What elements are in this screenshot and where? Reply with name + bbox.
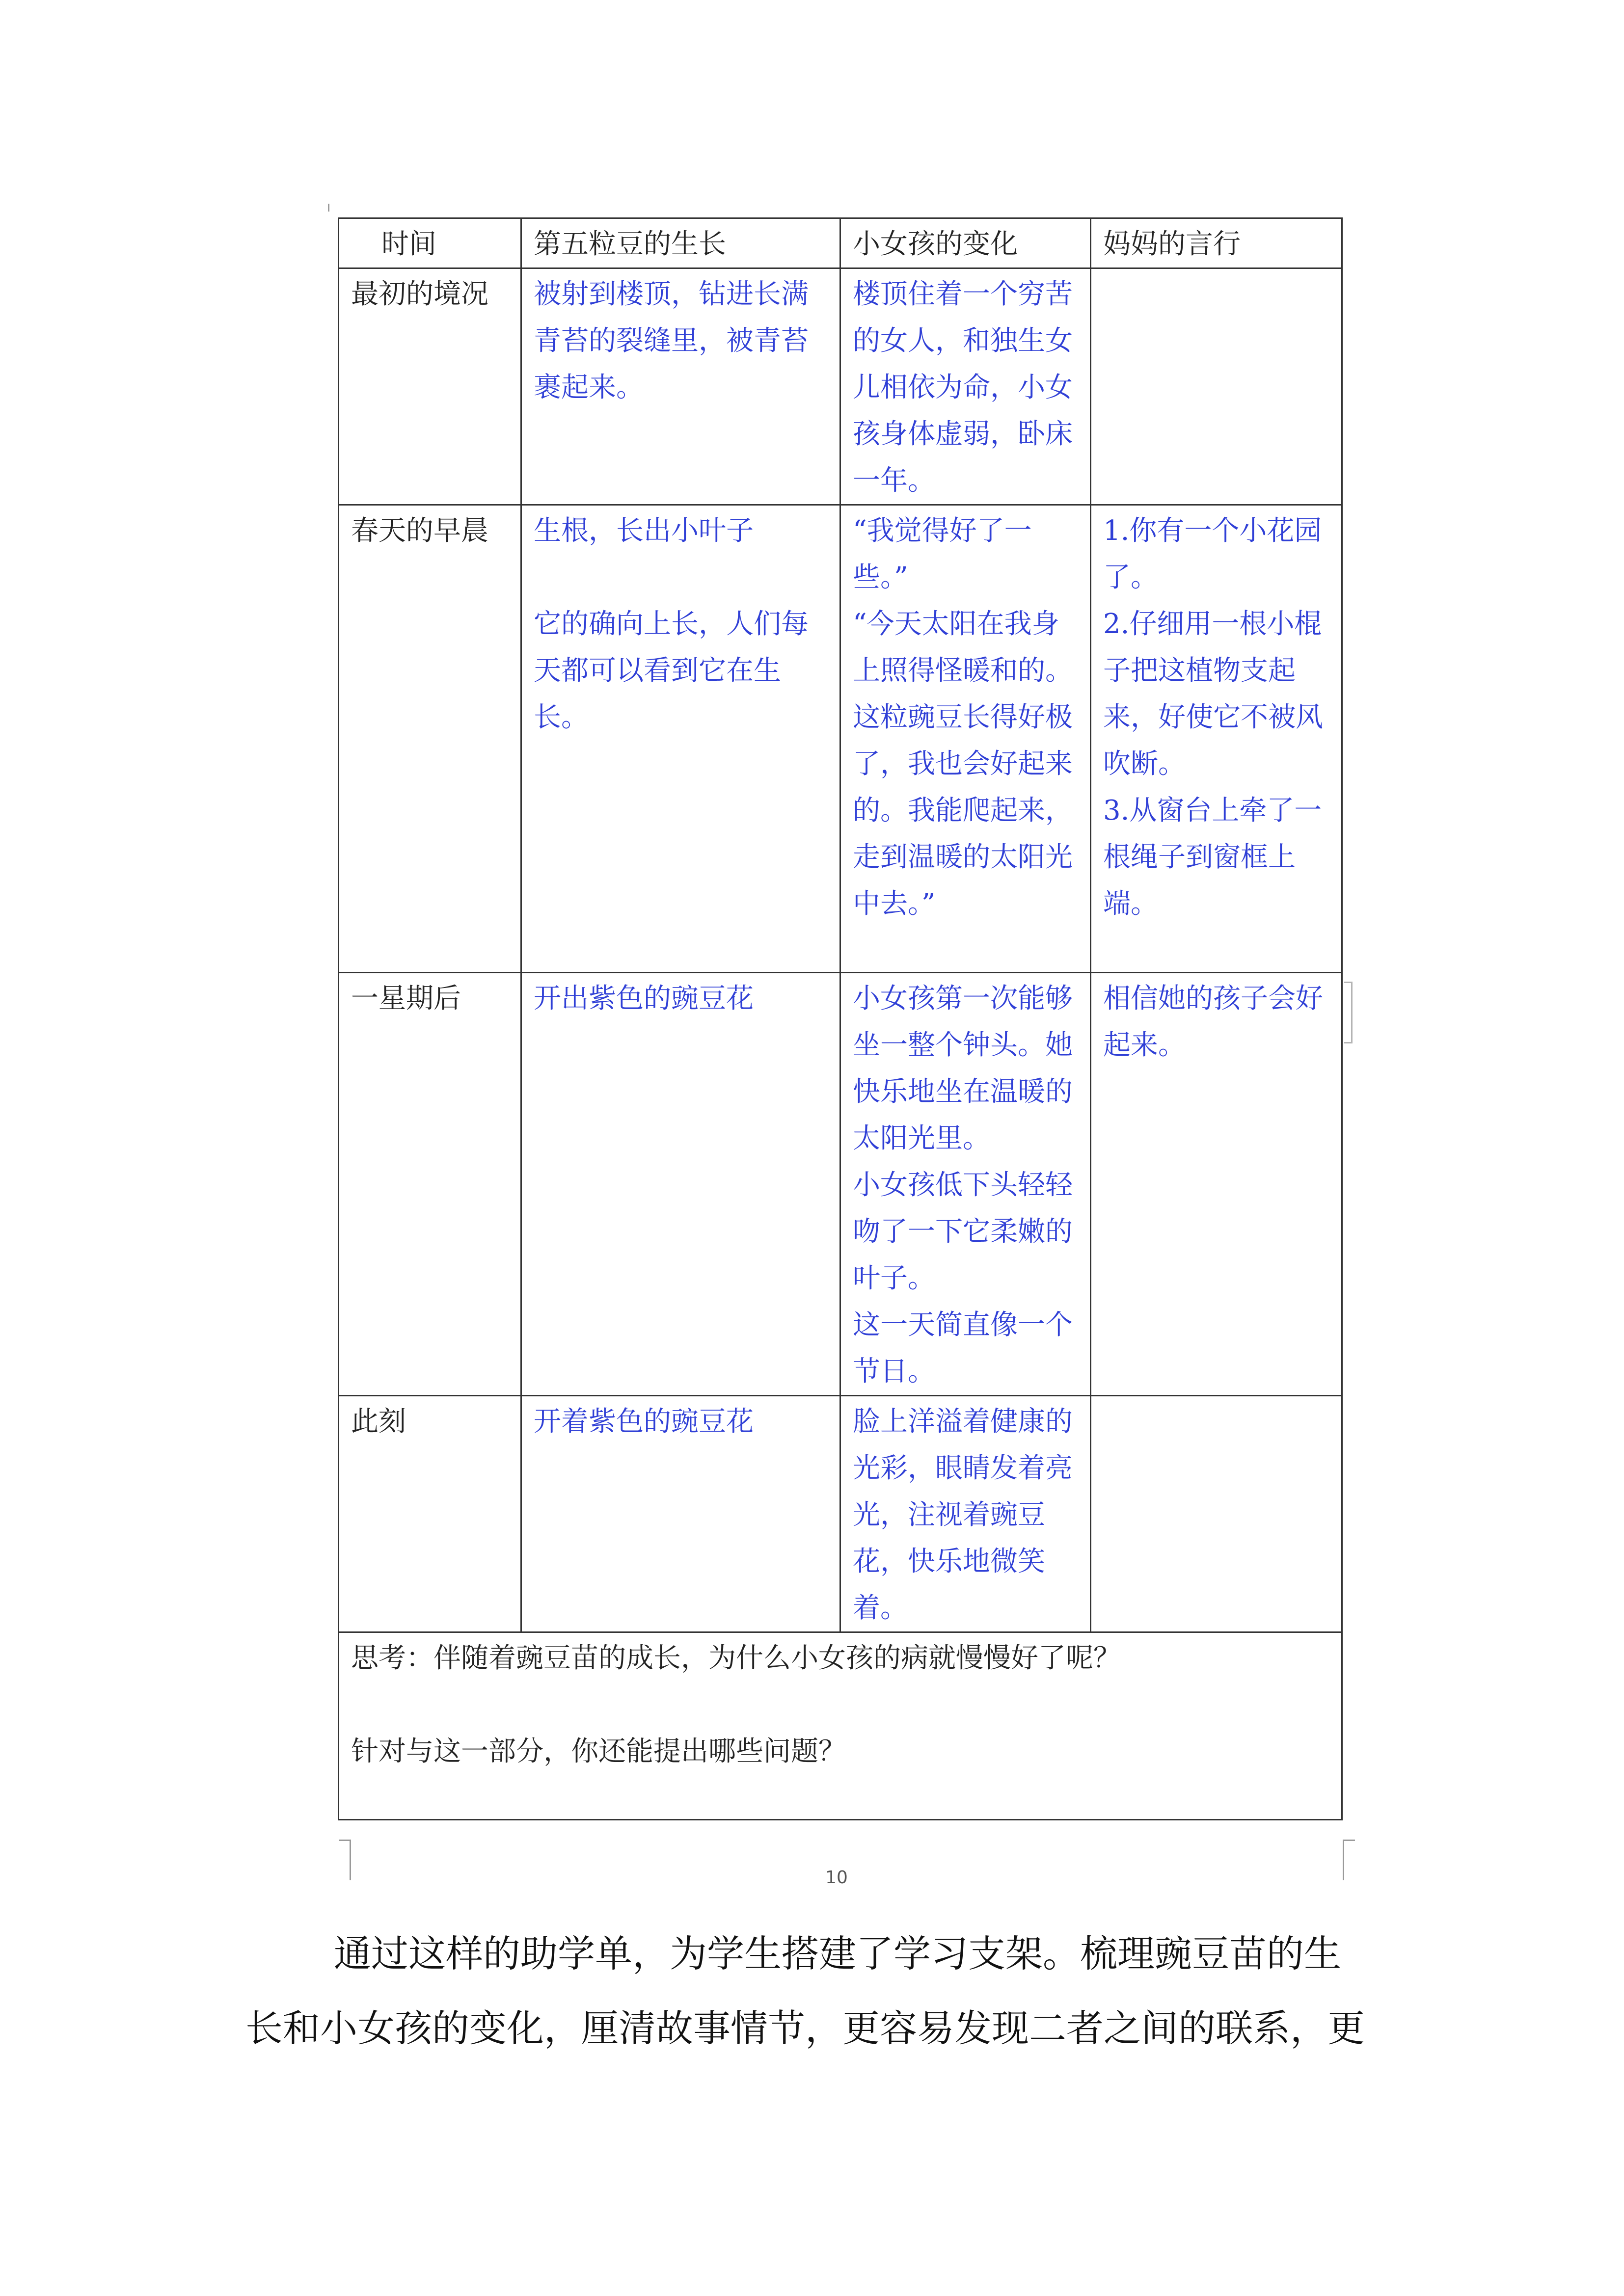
girl-text: 小女孩低下头轻轻吻了一下它柔嫩的叶子。 — [853, 1169, 1073, 1294]
think-question: 思考：伴随着豌豆苗的成长，为什么小女孩的病就慢慢好了呢？ — [351, 1642, 1121, 1674]
mother-text: 3.从窗台上牵了一根绳子到窗框上端。 — [1103, 795, 1322, 920]
girl-text: 这一天简直像一个节日。 — [853, 1309, 1073, 1388]
growth-text: 开出紫色的豌豆花 — [534, 983, 754, 1015]
header-row — [339, 218, 1342, 268]
table-row — [339, 268, 1342, 505]
mother-cell — [1091, 268, 1342, 505]
growth-cell — [521, 973, 840, 1396]
table-row — [339, 505, 1342, 973]
header-girl: 小女孩的变化 — [840, 218, 1091, 268]
body-paragraph-line-1: 通过这样的助学单，为学生搭建了学习支架。梳理豌豆苗的生 — [334, 1932, 1341, 1976]
crop-mark-top-left — [328, 204, 337, 212]
mother-text: 相信她的孩子会好起来。 — [1103, 983, 1323, 1061]
growth-text: 生根，长出小叶子 — [534, 515, 754, 547]
mother-text: 2.仔细用一根小棍子把这植物支起来，好使它不被风吹断。 — [1103, 608, 1323, 780]
growth-cell — [521, 505, 840, 973]
girl-cell — [840, 268, 1091, 505]
growth-cell — [521, 1396, 840, 1632]
growth-text: 开着紫色的豌豆花 — [534, 1406, 754, 1438]
row-time-label: 春天的早晨 — [339, 505, 521, 973]
crop-mark-bottom-left — [339, 1840, 351, 1880]
spacer — [534, 554, 830, 601]
girl-cell — [840, 505, 1091, 973]
page-number: 10 — [825, 1868, 848, 1888]
header-mother: 妈妈的言行 — [1091, 218, 1342, 268]
girl-text: “今天太阳在我身上照得怪暖和的。这粒豌豆长得好极了，我也会好起来的。我能爬起来，走到温暖的太阳光中去。” — [853, 608, 1073, 920]
row-time-label: 此刻 — [339, 1396, 521, 1632]
girl-text: 小女孩第一次能够坐一整个钟头。她快乐地坐在温暖的太阳光里。 — [853, 983, 1073, 1154]
table-row — [339, 973, 1342, 1396]
thinking-row — [339, 1632, 1342, 1820]
girl-text: 楼顶住着一个穷苦的女人，和独生女儿相依为命，小女孩身体虚弱，卧床一年。 — [853, 278, 1073, 497]
mother-cell — [1091, 1396, 1342, 1632]
worksheet-table — [338, 217, 1343, 1820]
growth-text: 它的确向上长，人们每天都可以看到它在生长。 — [534, 608, 809, 733]
mother-cell — [1091, 505, 1342, 973]
followup-question: 针对与这一部分，你还能提出哪些问题？ — [351, 1735, 846, 1767]
girl-text: “我觉得好了一些。” — [853, 515, 1032, 593]
table-resize-handle — [1344, 982, 1353, 1043]
girl-cell — [840, 1396, 1091, 1632]
header-time: 时间 — [339, 218, 521, 268]
mother-text: 1.你有一个小花园了。 — [1103, 515, 1322, 593]
crop-mark-bottom-right — [1343, 1840, 1355, 1880]
thinking-cell — [339, 1632, 1342, 1820]
girl-text: 脸上洋溢着健康的光彩，眼睛发着亮光，注视着豌豆花，快乐地微笑着。 — [853, 1406, 1073, 1624]
spacer — [351, 1682, 1331, 1728]
row-time-label: 一星期后 — [339, 973, 521, 1396]
girl-cell — [840, 973, 1091, 1396]
growth-cell — [521, 268, 840, 505]
growth-text: 被射到楼顶，钻进长满青苔的裂缝里，被青苔裹起来。 — [534, 278, 809, 403]
header-growth: 第五粒豆的生长 — [521, 218, 840, 268]
mother-cell — [1091, 973, 1342, 1396]
row-time-label: 最初的境况 — [339, 268, 521, 505]
body-paragraph-line-2: 长和小女孩的变化，厘清故事情节，更容易发现二者之间的联系，更 — [245, 2006, 1365, 2050]
table-row — [339, 1396, 1342, 1632]
